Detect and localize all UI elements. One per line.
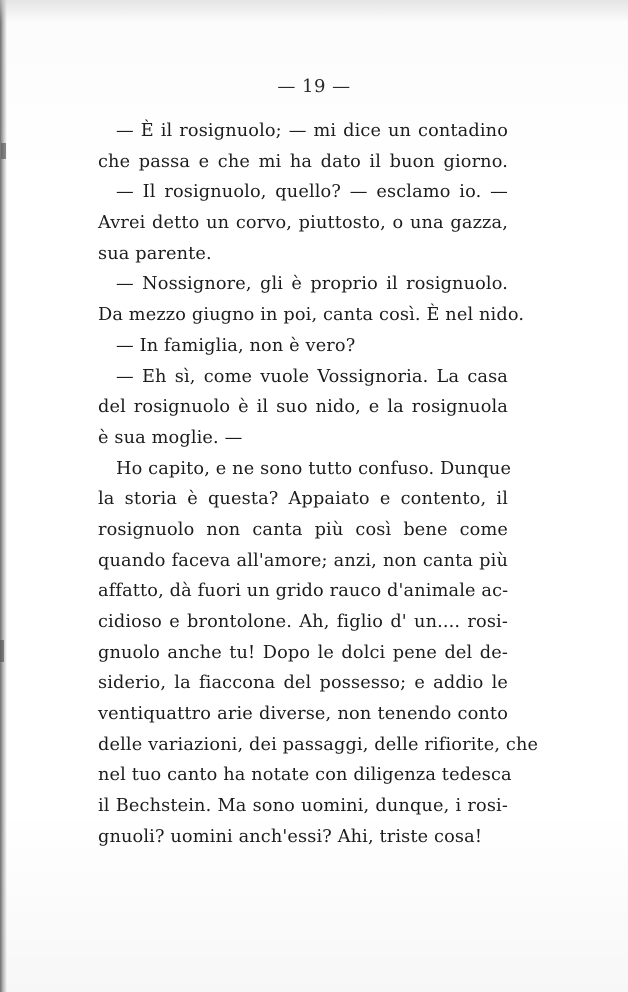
- text-line: Ho capito, e ne sono tutto confuso. Dunque: [116, 458, 512, 479]
- text-line: rosignuolo non canta più così bene come: [98, 519, 508, 540]
- text-line: che passa e che mi ha dato il buon giorno.: [98, 151, 508, 172]
- text-line: siderio, la fiaccona del possesso; e addio le: [98, 673, 508, 694]
- text-line: — Il rosignuolo, quello? — esclamo io. —: [116, 182, 508, 203]
- text-line: è sua moglie. —: [98, 427, 243, 448]
- text-line: sua parente.: [98, 243, 212, 264]
- text-line: Da mezzo giugno in poi, canta così. È nel nido.: [98, 305, 525, 326]
- text-line: il Bechstein. Ma sono uomini, dunque, i rosi-: [98, 796, 508, 817]
- text-line: nel tuo canto ha notate con diligenza tedesca: [98, 765, 512, 786]
- text-line: gnuoli? uomini anch'essi? Ahi, triste cosa!: [98, 826, 483, 847]
- text-line: Avrei detto un corvo, piuttosto, o una gazza,: [98, 213, 508, 234]
- text-line: delle variazioni, dei passaggi, delle rifiorite, che: [98, 734, 539, 755]
- text-line: — Nossignore, gli è proprio il rosignuolo.: [116, 274, 508, 295]
- text-line: — In famiglia, non è vero?: [116, 335, 356, 356]
- text-line: — È il rosignuolo; — mi dice un contadino: [116, 121, 508, 141]
- text-line: — Eh sì, come vuole Vossignoria. La casa: [116, 366, 508, 387]
- text-line: del rosignuolo è il suo nido, e la rosignuola: [98, 397, 508, 418]
- text-line: ventiquattro arie diverse, non tenendo conto: [98, 704, 508, 725]
- body-text: [98, 116, 539, 853]
- text-line: gnuolo anche tu! Dopo le dolci pene del de-: [98, 642, 508, 663]
- page-number: — 19 —: [277, 76, 351, 97]
- scan-shadow: [0, 0, 628, 22]
- scan-mark: [1, 143, 6, 159]
- scan-mark: [0, 640, 4, 662]
- text-line: cidioso e brontolone. Ah, figlio d' un.... rosi-: [98, 612, 508, 632]
- text-line: la storia è questa? Appaiato e contento, il: [98, 489, 508, 510]
- text-line: affatto, dà fuori un grido rauco d'animale ac-: [98, 581, 509, 602]
- text-line: quando faceva all'amore; anzi, non canta più: [98, 550, 508, 571]
